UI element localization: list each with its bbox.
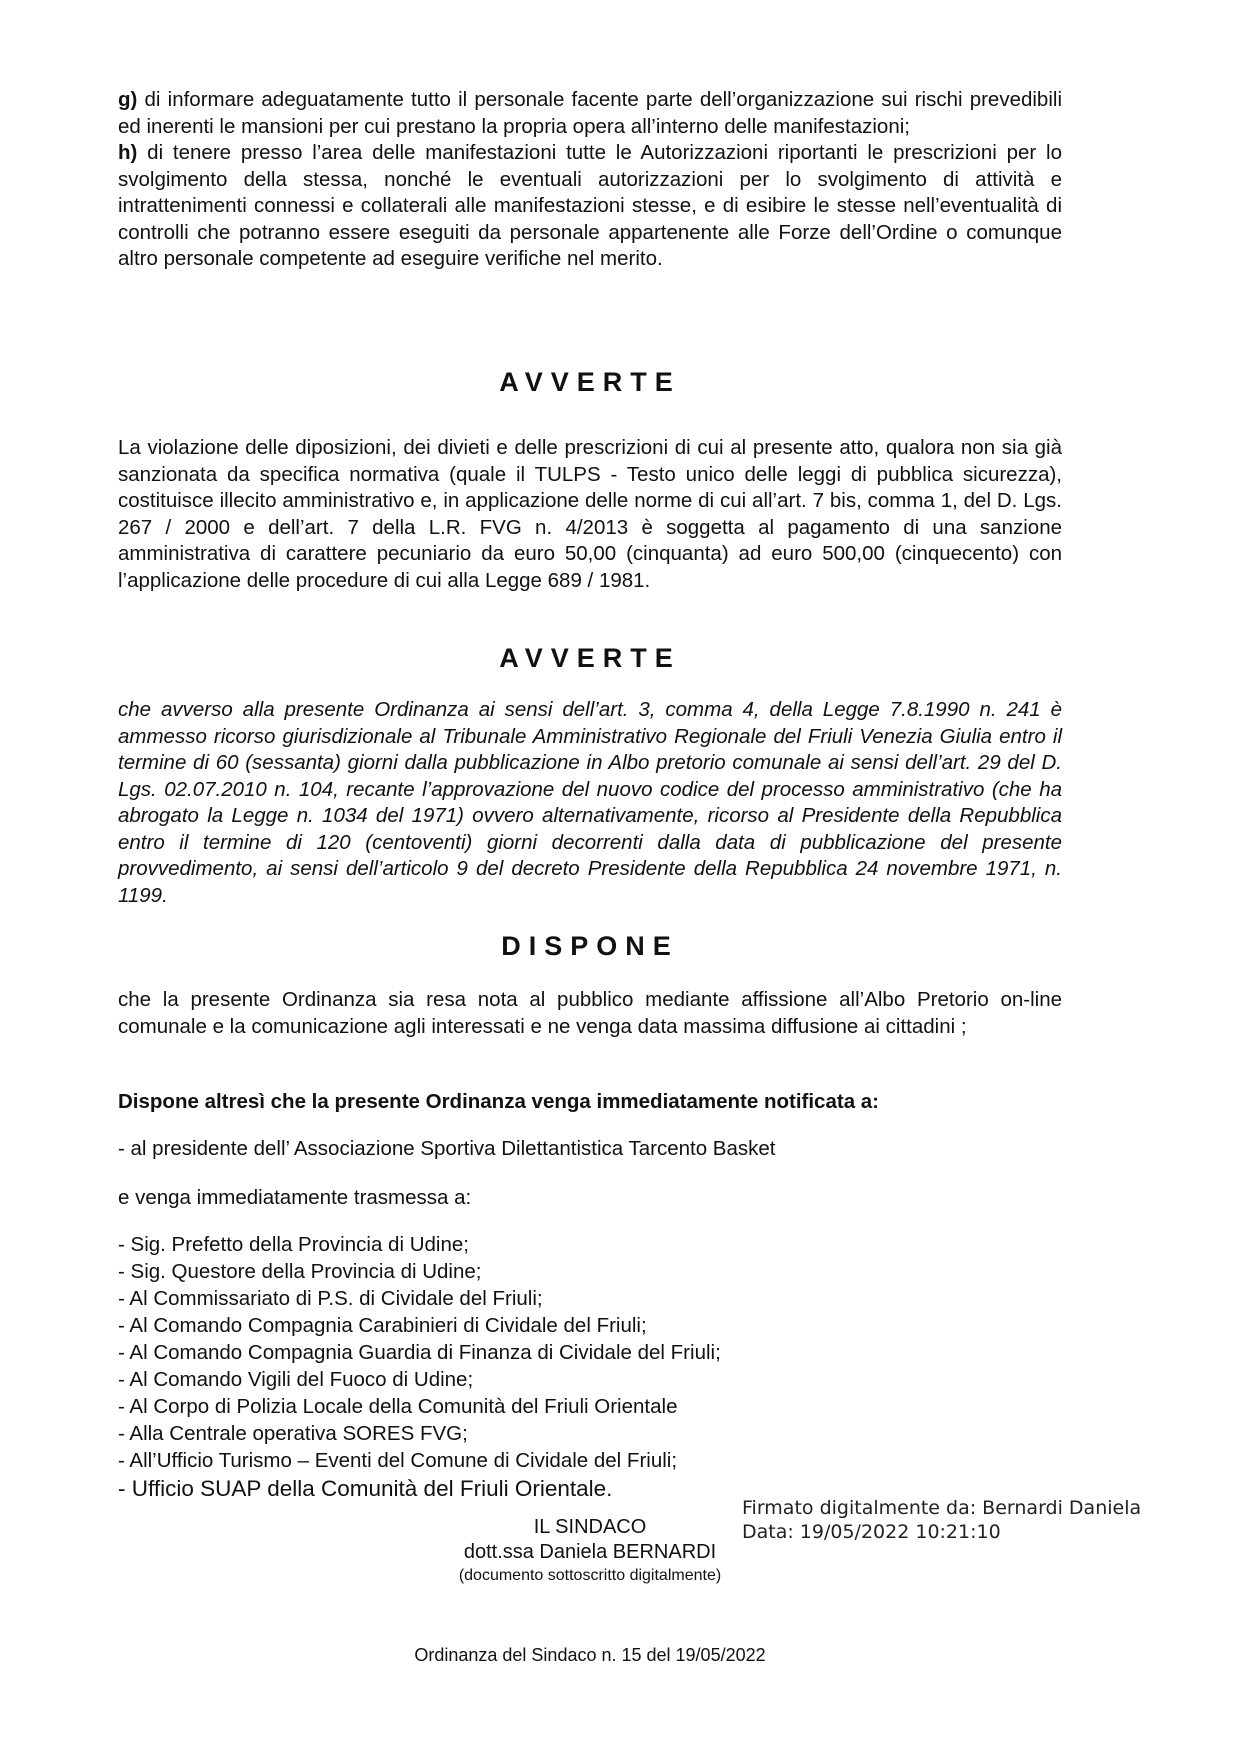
list-item: - Al Comando Compagnia Carabinieri di Cividale del Friuli;: [118, 1314, 647, 1337]
avverte-1-paragraph: [118, 435, 1062, 594]
clauses-block: [118, 87, 1062, 273]
digital-signature-stamp: [742, 1496, 1141, 1544]
signature-name: dott.ssa Daniela BERNARDI: [463, 1541, 717, 1563]
avverte-heading-2: AVVERTE: [499, 643, 681, 673]
stamp-date: Data: 19/05/2022 10:21:10: [742, 1521, 1001, 1543]
signature-block: [410, 1515, 770, 1587]
clause-g: [118, 87, 1062, 140]
list-item: - Sig. Questore della Provincia di Udine;: [118, 1260, 482, 1283]
dispone-paragraph: [118, 987, 1062, 1040]
clause-h-marker: h): [118, 141, 138, 164]
clause-h: [118, 140, 1062, 273]
list-item: - Al Comando Vigili del Fuoco di Udine;: [118, 1368, 474, 1391]
clause-h-text: di tenere presso l’area delle manifestazioni tutte le Autorizzazioni riportanti le prescrizioni per lo svolgimento della stessa, nonché le eventuali autorizzazioni per lo svolgimento di attività e intrattenimenti connessi e collaterali alle manifestazioni stesse, e di esibire le stesse nell’eventualità di controlli che potranno essere eseguiti da personale appartenente alle Forze dell’Ordine o comunque altro personale competente ad eseguire verifiche nel merito.: [118, 141, 1062, 270]
list-item: - Ufficio SUAP della Comunità del Friuli Orientale.: [118, 1476, 613, 1501]
stamp-signer: Firmato digitalmente da: Bernardi Daniela: [742, 1497, 1142, 1519]
dispone-altresi: Dispone altresì che la presente Ordinanza venga immediatamente notificata a:: [118, 1090, 880, 1113]
dispone-heading: DISPONE: [501, 931, 679, 961]
clause-g-text: di informare adeguatamente tutto il personale facente parte dell’organizzazione sui rischi prevedibili ed inerenti le mansioni per cui prestano la propria opera all’interno delle manifestazioni;: [118, 88, 1062, 138]
clause-g-marker: g): [118, 88, 138, 111]
list-item: - Al Corpo di Polizia Locale della Comunità del Friuli Orientale: [118, 1395, 678, 1418]
list-item: - All’Ufficio Turismo – Eventi del Comune di Cividale del Friuli;: [118, 1449, 678, 1472]
list-item: - Sig. Prefetto della Provincia di Udine;: [118, 1233, 469, 1256]
notify-recipient: - al presidente dell’ Associazione Sportiva Dilettantistica Tarcento Basket: [118, 1137, 776, 1160]
recipients-list: [118, 1231, 1062, 1504]
page-footer: Ordinanza del Sindaco n. 15 del 19/05/2022: [414, 1645, 766, 1665]
list-item: - Al Comando Compagnia Guardia di Finanza di Cividale del Friuli;: [118, 1341, 721, 1364]
list-item: - Al Commissariato di P.S. di Cividale del Friuli;: [118, 1287, 543, 1310]
signature-note: (documento sottoscritto digitalmente): [458, 1567, 722, 1584]
avverte-1-text: La violazione delle diposizioni, dei divieti e delle prescrizioni di cui al presente atto, qualora non sia già sanzionata da specifica normativa (quale il TULPS - Testo unico delle leggi di pubblica sicurezza), costituisce illecito amministrativo e, in applicazione delle norme di cui all’art. 7 bis, comma 1, del D. Lgs. 267 / 2000 e dell’art. 7 della L.R. FVG n. 4/2013 è soggetta al pagamento di una sanzione amministrativa di carattere pecuniario da euro 50,00 (cinquanta) ad euro 500,00 (cinquecento) con l’applicazione delle procedure di cui alla Legge 689 / 1981.: [118, 436, 1062, 592]
transmit-intro: e venga immediatamente trasmessa a:: [118, 1186, 472, 1209]
recipients-list-container: [118, 1231, 1062, 1504]
list-item: - Alla Centrale operativa SORES FVG;: [118, 1422, 468, 1445]
avverte-2-text: che avverso alla presente Ordinanza ai sensi dell’art. 3, comma 4, della Legge 7.8.1990 n. 241 è ammesso ricorso giurisdizionale al Tribunale Amministrativo Regionale del Friuli Venezia Giulia entro il termine di 60 (sessanta) giorni dalla pubblicazione in Albo pretorio comunale ai sensi dell’art. 29 del D. Lgs. 02.07.2010 n. 104, recante l’approvazione del nuovo codice del processo amministrativo (che ha abrogato la Legge n. 1034 del 1971) ovvero alternativamente, ricorso al Presidente della Repubblica entro il termine di 120 (centoventi) giorni decorrenti dalla data di pubblicazione del presente provvedimento, ai sensi dell’articolo 9 del decreto Presidente della Repubblica 24 novembre 1971, n. 1199.: [118, 698, 1062, 907]
dispone-text: che la presente Ordinanza sia resa nota al pubblico mediante affissione all’Albo Pretorio on-line comunale e la comunicazione agli interessati e ne venga data massima diffusione ai cittadini ;: [118, 988, 1062, 1038]
avverte-heading-1: AVVERTE: [499, 367, 681, 397]
avverte-2-paragraph: [118, 697, 1062, 909]
signature-role: IL SINDACO: [533, 1516, 647, 1538]
